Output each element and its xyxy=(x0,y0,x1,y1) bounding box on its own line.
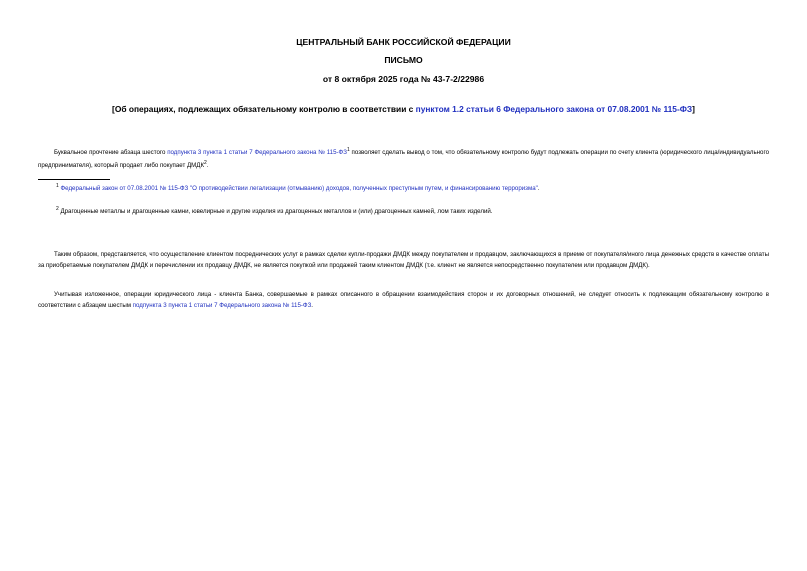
paragraph-2: Таким образом, представляется, что осуществление клиентом посреднических услуг в рамках сделки купли-продажи ДМДК между покупателем и продавцом, заключающихся в приеме от покупателя/иного лица денежных средств в качестве оплаты за приобретаемые покупателем ДМДК и перечислении их продавцу ДМДК, не является покупкой или продажей таким клиентом ДМДК (т.е. клиент не является непосредственно покупателем или продавцом ДМДК). xyxy=(38,251,769,269)
footnote-ref-2[interactable]: 2 xyxy=(204,160,207,167)
paragraph-3 xyxy=(38,289,769,311)
date-number-heading: от 8 октября 2025 года № 43-7-2/22986 xyxy=(322,74,485,84)
paragraph-1-text-b: позволяет сделать вывод о том, что обязательному контролю будут подлежать операции по счету клиента (юридического лица/индивидуального предпринимателя), который продает либо покупает ДМДК xyxy=(38,149,769,170)
subject-law-link[interactable]: пунктом 1.2 статьи 6 Федерального закона от 07.08.2001 № 115-ФЗ xyxy=(415,104,693,114)
paragraph-3-text-b: . xyxy=(311,302,314,309)
footnote-2-text: Драгоценные металлы и драгоценные камни, ювелирные и другие изделия из драгоценных металлов и (или) драгоценных камней, лом таких изделий. xyxy=(58,208,493,216)
paragraph-1-text-a: Буквальное прочтение абзаца шестого xyxy=(54,149,168,157)
footnote-ref-1[interactable]: 1 xyxy=(346,147,350,153)
footnote-1-law-link[interactable]: Федеральный закон от 07.08.2001 № 115-ФЗ "О противодействии легализации (отмыванию) доходов, полученных преступным путем, и финансированию терроризма" xyxy=(60,185,538,193)
subject-prefix: [Об операциях, подлежащих обязательному контролю в соответствии с xyxy=(112,104,416,114)
subject-line xyxy=(0,104,807,114)
paragraph-1 xyxy=(38,145,769,171)
footnote-2-mark: 2 xyxy=(56,206,59,212)
footnote-2 xyxy=(56,204,493,217)
footnote-1-text: . xyxy=(537,185,540,193)
paragraph-3-text-a: Учитывая изложенное, операции юридического лица - клиента Банка, совершаемые в рамках описанного в обращении взаимодействия сторон и их договорных отношений, не следует относить к подлежащим обязательному контролю в соответствии с абзацем шестым xyxy=(38,291,769,309)
footnote-1-mark: 1 xyxy=(56,183,59,189)
paragraph-1-law-link[interactable]: подпункта 3 пункта 1 статьи 7 Федерального закона № 115-ФЗ xyxy=(167,149,347,157)
doc-type-heading: ПИСЬМО xyxy=(384,55,423,65)
subject-suffix: ] xyxy=(692,104,695,114)
paragraph-1-text-c: . xyxy=(206,162,209,170)
footnote-divider xyxy=(38,179,110,180)
org-heading: ЦЕНТРАЛЬНЫЙ БАНК РОССИЙСКОЙ ФЕДЕРАЦИИ xyxy=(296,37,511,47)
footnote-1 xyxy=(56,181,540,194)
paragraph-3-law-link[interactable]: подпункта 3 пункта 1 статьи 7 Федерального закона № 115-ФЗ xyxy=(132,302,312,309)
